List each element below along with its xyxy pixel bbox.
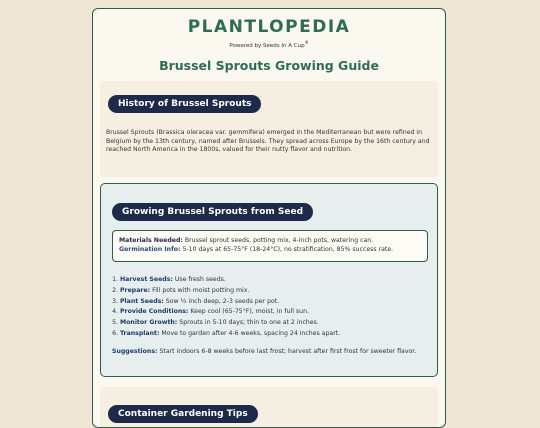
- step-label: Prepare:: [120, 286, 151, 294]
- history-text: Brussel Sprouts (Brassica oleracea var. gemmifera) emerged in the Mediterranean but were refined in Belgium by the 13th century, named after Brussels. They spread across Europe by the 16th century and reached North America in the 1800s, valued for their nutty flavor and nutrition.: [106, 129, 430, 154]
- step-text: Use fresh seeds.: [174, 276, 226, 283]
- container-heading: Container Gardening Tips: [108, 405, 258, 423]
- step-label: Plant Seeds:: [120, 297, 164, 305]
- germination-label: Germination Info:: [119, 245, 181, 253]
- list-item: [120, 318, 340, 329]
- registered-mark: ®: [304, 40, 309, 45]
- step-label: Transplant:: [120, 329, 160, 337]
- history-heading: History of Brussel Sprouts: [108, 95, 261, 113]
- materials-text: Brussel sprout seeds, potting mix, 4-inch pots, watering can.: [184, 237, 374, 244]
- germination-text: 5-10 days at 65-75°F (18-24°C), no stratification, 85% success rate.: [182, 245, 394, 253]
- list-item: [120, 329, 340, 340]
- list-item: [120, 286, 340, 297]
- list-item: [120, 275, 340, 286]
- guide-card: [92, 8, 446, 428]
- materials-line: [119, 237, 421, 246]
- steps-list: [112, 275, 340, 340]
- suggestions-text: Start indoors 6-8 weeks before last frost; harvest after first frost for sweeter flavor.: [159, 348, 417, 355]
- step-text: Move to garden after 4-6 weeks, spacing 24 inches apart.: [161, 329, 341, 337]
- step-text: Sow ½ inch deep, 2-3 seeds per pot.: [165, 297, 280, 305]
- history-section: [100, 81, 438, 177]
- growing-heading: Growing Brussel Sprouts from Seed: [112, 203, 313, 221]
- step-label: Monitor Growth:: [120, 319, 178, 327]
- container-section: [100, 387, 438, 428]
- step-label: Provide Conditions:: [120, 308, 189, 316]
- materials-label: Materials Needed:: [119, 237, 183, 244]
- step-text: Fill pots with moist potting mix.: [152, 286, 250, 294]
- suggestions-label: Suggestions:: [112, 348, 158, 355]
- tagline: [93, 40, 445, 49]
- page-title: Brussel Sprouts Growing Guide: [159, 57, 379, 73]
- list-item: [120, 307, 340, 318]
- step-label: Harvest Seeds:: [120, 276, 173, 283]
- list-item: [120, 297, 340, 308]
- step-text: Sprouts in 5-10 days; thin to one at 2 inches.: [179, 319, 319, 327]
- tagline-text: Powered by Seeds In A Cup: [229, 42, 305, 49]
- germination-line: [119, 246, 421, 255]
- brand-title: PLANTLOPEDIA: [187, 17, 351, 37]
- suggestions: [112, 348, 428, 355]
- growing-section: [100, 183, 438, 377]
- step-text: Keep cool (65-75°F), moist, in full sun.: [190, 308, 309, 316]
- materials-box: [112, 230, 428, 262]
